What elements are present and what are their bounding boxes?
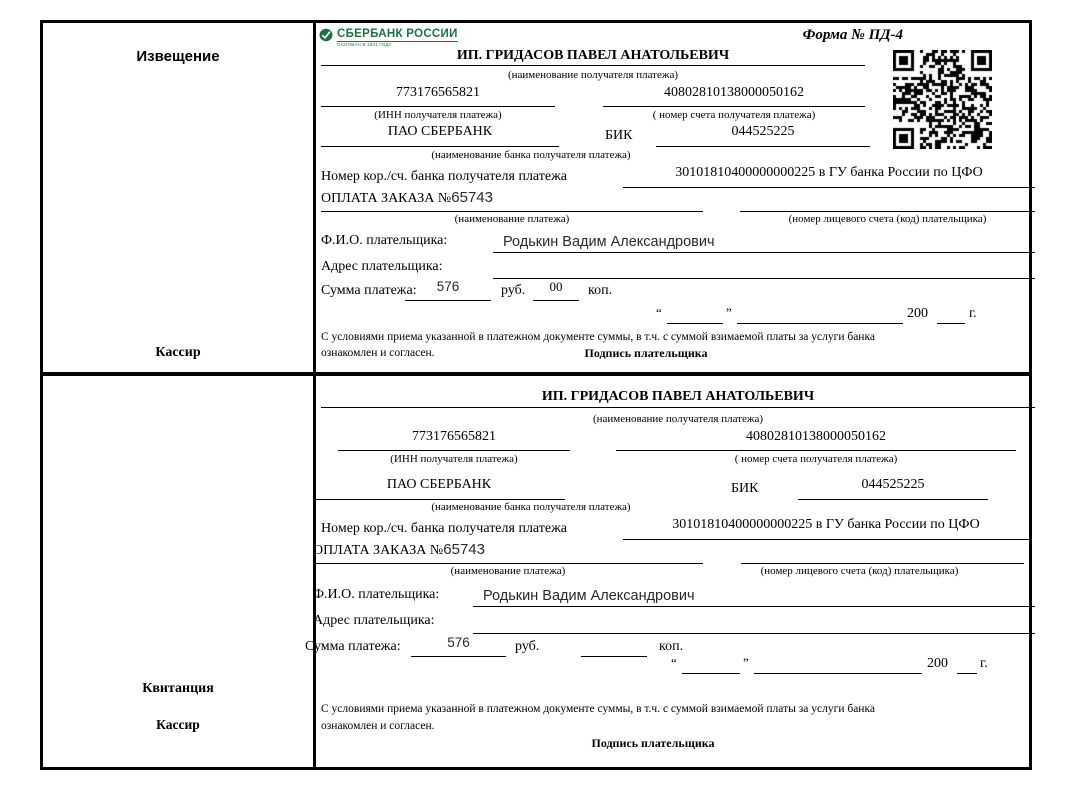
- caption-account-bottom: ( номер счета получателя платежа): [734, 453, 898, 465]
- amount-label-top: Сумма платежа:: [321, 283, 417, 298]
- recipient-account-top: 40802810138000050162: [603, 85, 865, 107]
- payer-fio-label-bottom: Ф.И.О. плательщика:: [313, 587, 440, 602]
- bank-logo: [319, 28, 458, 47]
- date-quote-open-bottom: “: [671, 655, 677, 670]
- payer-name-bottom: Родькин Вадим Александрович: [473, 583, 1035, 607]
- recipient-account-bottom: 40802810138000050162: [616, 429, 1016, 451]
- payment-purpose-prefix-bottom: ОПЛАТА ЗАКАЗА №: [313, 543, 444, 558]
- bank-logo-tagline: ОСНОВАН В 1841 ГОДУ: [337, 42, 392, 47]
- corr-account-label-bottom: Номер кор./сч. банка получателя платежа: [321, 521, 567, 536]
- payer-address-label-top: Адрес плательщика:: [321, 259, 443, 274]
- order-number-bottom: 65743: [443, 541, 485, 558]
- payment-purpose-prefix-top: ОПЛАТА ЗАКАЗА №: [321, 191, 452, 206]
- qr-code: [893, 50, 992, 149]
- caption-recipient-name-top: (наименование получателя платежа): [507, 69, 679, 81]
- amount-kop-bottom: [581, 635, 647, 657]
- stub-cashier-top: Кассир: [155, 345, 201, 360]
- caption-account-top: ( номер счета получателя платежа): [652, 109, 816, 121]
- kop-label-top: коп.: [588, 283, 613, 298]
- date-day-underline-top: [667, 301, 723, 324]
- stub-title-izveshchenie: Извещение: [136, 48, 220, 65]
- year-prefix-bottom: 200: [927, 656, 948, 671]
- amount-rub-top: 576: [405, 279, 491, 301]
- recipient-inn-top: 773176565821: [321, 85, 555, 107]
- year-underline-top: [937, 301, 965, 324]
- amount-label-bottom: Сумма платежа:: [305, 639, 401, 654]
- order-number-top: 65743: [451, 189, 493, 206]
- date-quote-close-bottom: ”: [743, 655, 749, 670]
- caption-payment-name-bottom: (наименование платежа): [450, 565, 566, 577]
- year-prefix-top: 200: [907, 306, 928, 321]
- agreement-line1-bottom: С условиями приема указанной в платежном документе суммы, в т.ч. с суммой взимаемой платы за услуги банка: [321, 703, 875, 715]
- kop-label-bottom: коп.: [659, 639, 684, 654]
- recipient-inn-bottom: 773176565821: [338, 429, 570, 451]
- rub-label-bottom: руб.: [515, 639, 540, 654]
- bik-value-top: 044525225: [656, 124, 870, 147]
- stub-title-kvitanciya: Квитанция: [142, 681, 214, 696]
- payer-name-top: Родькин Вадим Александрович: [493, 229, 1035, 253]
- date-quote-open-top: “: [656, 305, 662, 320]
- bank-name-top: ПАО СБЕРБАНК: [321, 124, 559, 147]
- bik-label-bottom: БИК: [731, 481, 759, 496]
- date-day-underline-bottom: [682, 651, 740, 674]
- agreement-line1-top: С условиями приема указанной в платежном документе суммы, в т.ч. с суммой взимаемой платы за услуги банка: [321, 331, 875, 343]
- section-divider-line: [43, 372, 1029, 376]
- caption-payment-name-top: (наименование платежа): [454, 213, 570, 225]
- recipient-name-bottom: ИП. ГРИДАСОВ ПАВЕЛ АНАТОЛЬЕВИЧ: [321, 389, 1035, 408]
- amount-rub-bottom: 576: [411, 635, 506, 657]
- year-underline-bottom: [957, 651, 977, 674]
- date-month-underline-top: [737, 301, 903, 324]
- caption-payer-account-bottom: (номер лицевого счета (код) плательщика): [760, 565, 959, 577]
- date-quote-close-top: ”: [726, 305, 732, 320]
- payer-address-underline-bottom: [473, 609, 1035, 634]
- payer-address-underline-top: [493, 254, 1035, 279]
- payer-fio-label-top: Ф.И.О. плательщика:: [321, 233, 448, 248]
- caption-inn-bottom: (ИНН получателя платежа): [390, 453, 518, 465]
- sberbank-logo-icon: [319, 28, 333, 42]
- payment-purpose-bottom: [313, 541, 703, 564]
- caption-bank-name-top: (наименование банка получателя платежа): [431, 149, 631, 161]
- payer-address-label-bottom: Адрес плательщика:: [313, 613, 435, 628]
- stub-divider-line: [313, 23, 316, 767]
- stub-cashier-bottom: Кассир: [156, 717, 200, 732]
- pd4-form: [40, 20, 1032, 770]
- caption-payer-account-top: (номер лицевого счета (код) плательщика): [788, 213, 987, 225]
- year-suffix-bottom: г.: [980, 656, 988, 671]
- signature-label-top: Подпись плательщика: [584, 346, 708, 360]
- corr-account-value-top: 30101810400000000225 в ГУ банка России по ЦФО: [623, 165, 1035, 188]
- bik-label-top: БИК: [605, 128, 633, 143]
- amount-kop-top: 00: [533, 279, 579, 301]
- bik-value-bottom: 044525225: [798, 477, 988, 500]
- date-month-underline-bottom: [754, 651, 922, 674]
- year-suffix-top: г.: [969, 306, 977, 321]
- corr-account-label-top: Номер кор./сч. банка получателя платежа: [321, 169, 567, 184]
- caption-bank-name-bottom: (наименование банка получателя платежа): [431, 501, 631, 513]
- agreement-line2-bottom: ознакомлен и согласен.: [321, 720, 435, 732]
- bank-name-bottom: ПАО СБЕРБАНК: [313, 477, 565, 500]
- payer-account-underline-bottom: [741, 541, 1024, 564]
- payment-purpose-top: [321, 189, 703, 212]
- signature-label-bottom: Подпись плательщика: [591, 736, 715, 750]
- corr-account-value-bottom: 30101810400000000225 в ГУ банка России по ЦФО: [623, 517, 1029, 540]
- form-number-label: Форма № ПД-4: [802, 27, 903, 43]
- agreement-line2-top: ознакомлен и согласен.: [321, 347, 435, 359]
- caption-inn-top: (ИНН получателя платежа): [374, 109, 502, 121]
- recipient-name-top: ИП. ГРИДАСОВ ПАВЕЛ АНАТОЛЬЕВИЧ: [321, 48, 865, 66]
- bank-logo-text: СБЕРБАНК РОССИИ: [337, 28, 458, 40]
- caption-recipient-name-bottom: (наименование получателя платежа): [592, 413, 764, 425]
- rub-label-top: руб.: [501, 283, 526, 298]
- payer-account-underline-top: [740, 189, 1035, 212]
